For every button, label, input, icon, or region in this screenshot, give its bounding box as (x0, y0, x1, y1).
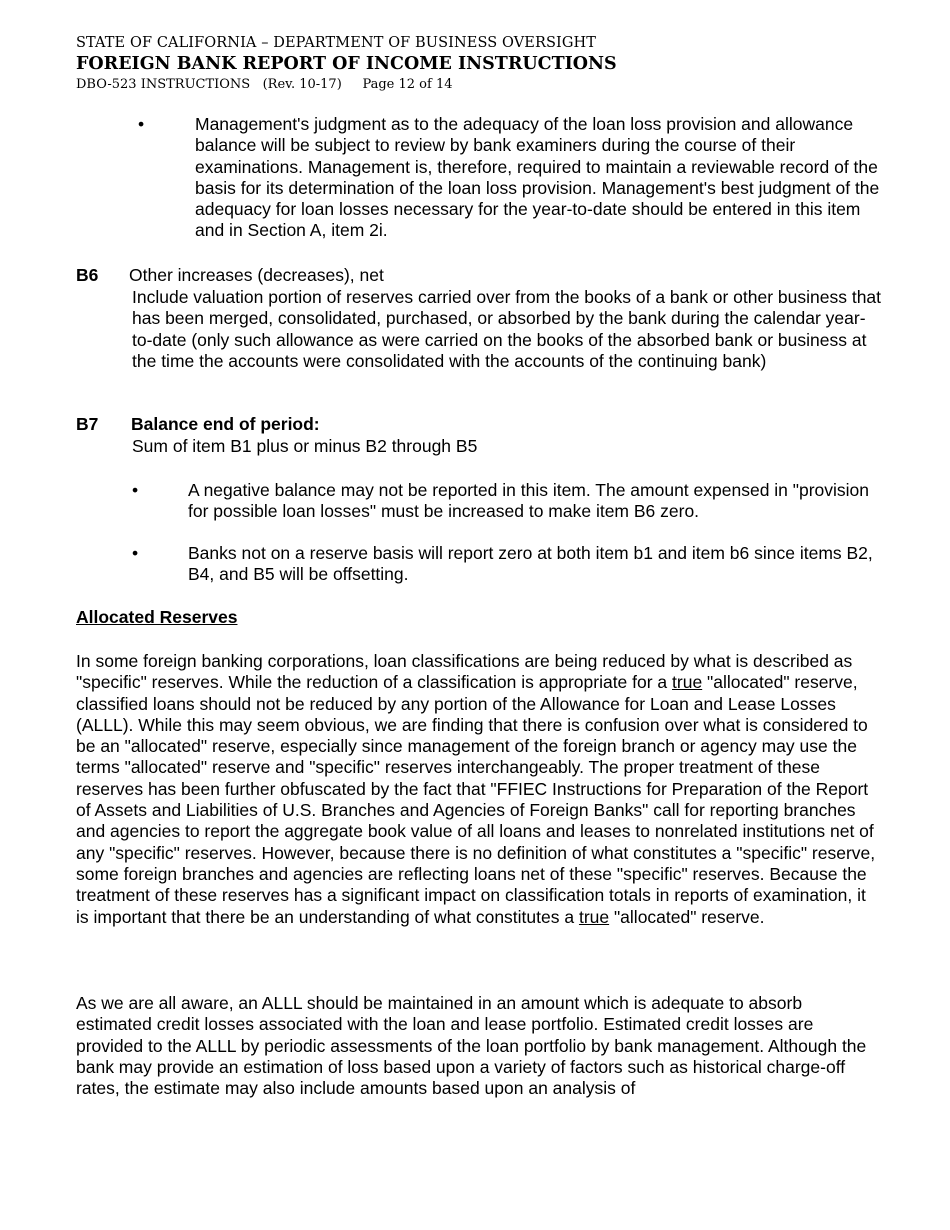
bullet-symbol: • (132, 543, 139, 563)
bullet-symbol: • (138, 114, 145, 134)
p1-part-b: "allocated" reserve, classified loans should not be reduced by any portion of the Allowance for Loan and Lease Losses (ALLL). While this may seem obvious, we are finding that there is confusion over what is considered to be an "allocated" reserve, especially since management of the foreign branch or agency may use the terms "allocated" reserve and "specific" reserves interchangeably. The proper treatment of these reserves has been further obfuscated by the fact that "FFIEC Instructions for Preparation of the Report of Assets and Liabilities of U.S. Branches and Agencies of Foreign Banks" call for reporting branches and agencies to report the aggregate book value of all loans and leases to nonrelated institutions net of any "specific" reserves. However, because there is no definition of what constitutes a "specific" reserve, some foreign branches and agencies are reflecting loans net of these "specific" reserves. Because the treatment of these reserves has a significant impact on classification totals in reports of examination, it is important that there be an understanding of what constitutes a (76, 672, 876, 927)
header-department: STATE OF CALIFORNIA – DEPARTMENT OF BUSINESS OVERSIGHT (76, 35, 597, 51)
allocated-paragraph-2: As we are all aware, an ALLL should be maintained in an amount which is adequate to absorb estimated credit losses associated with the loan and lease portfolio. Estimated credit losses are provided to the ALLL by periodic assessments of the loan portfolio by bank management. Although the bank may provide an estimation of loss based upon a variety of factors such as historical charge-off rates, the estimate may also include amounts based upon an analysis of (76, 993, 867, 1099)
p1-part-a: In some foreign banking corporations, loan classifications are being reduced by what is described as "specific" reserves. While the reduction of a classification is appropriate for a (76, 651, 853, 693)
header-form-page: DBO-523 INSTRUCTIONS (Rev. 10-17) Page 12 of 14 (76, 77, 453, 92)
bullet-symbol: • (132, 480, 139, 500)
page-header (76, 34, 617, 94)
p1-part-c: "allocated" reserve. (609, 906, 765, 927)
b6-code: B6 (76, 265, 99, 285)
b7-bullet-2: Banks not on a reserve basis will report zero at both item b1 and item b6 since items B2, B4, and B5 will be offsetting. (188, 543, 873, 585)
top-bullet-text: Management's judgment as to the adequacy of the loan loss provision and allowance balance will be subject to review by bank examiners during the course of their examinations. Management is, therefore, required to maintain a reviewable record of the basis for its determination of the loan loss provision. Management's best judgment of the adequacy for loan losses necessary for the year-to-date should be entered in this item and in Section A, item 2i. (195, 114, 880, 241)
allocated-reserves-heading: Allocated Reserves (76, 607, 238, 627)
b7-title: Balance end of period: (131, 414, 320, 434)
b6-title: Other increases (decreases), net (129, 265, 384, 285)
true-underlined-2: true (578, 906, 610, 927)
true-underlined-1: true (672, 672, 703, 693)
b6-text: Include valuation portion of reserves carried over from the books of a bank or other business that has been merged, consolidated, purchased, or absorbed by the bank during the calendar year-to-date (only such allowance as were carried on the books of the absorbed bank or business at the time the accounts were consolidated with the accounts of the continuing bank) (132, 287, 882, 371)
b7-code: B7 (76, 414, 99, 434)
header-report-title: FOREIGN BANK REPORT OF INCOME INSTRUCTIONS (76, 54, 617, 74)
allocated-paragraph-1 (76, 651, 878, 928)
b7-bullet-1: A negative balance may not be reported in this item. The amount expensed in "provision for possible loan losses" must be increased to make item B6 zero. (188, 480, 870, 522)
b7-text: Sum of item B1 plus or minus B2 through B5 (132, 436, 478, 456)
